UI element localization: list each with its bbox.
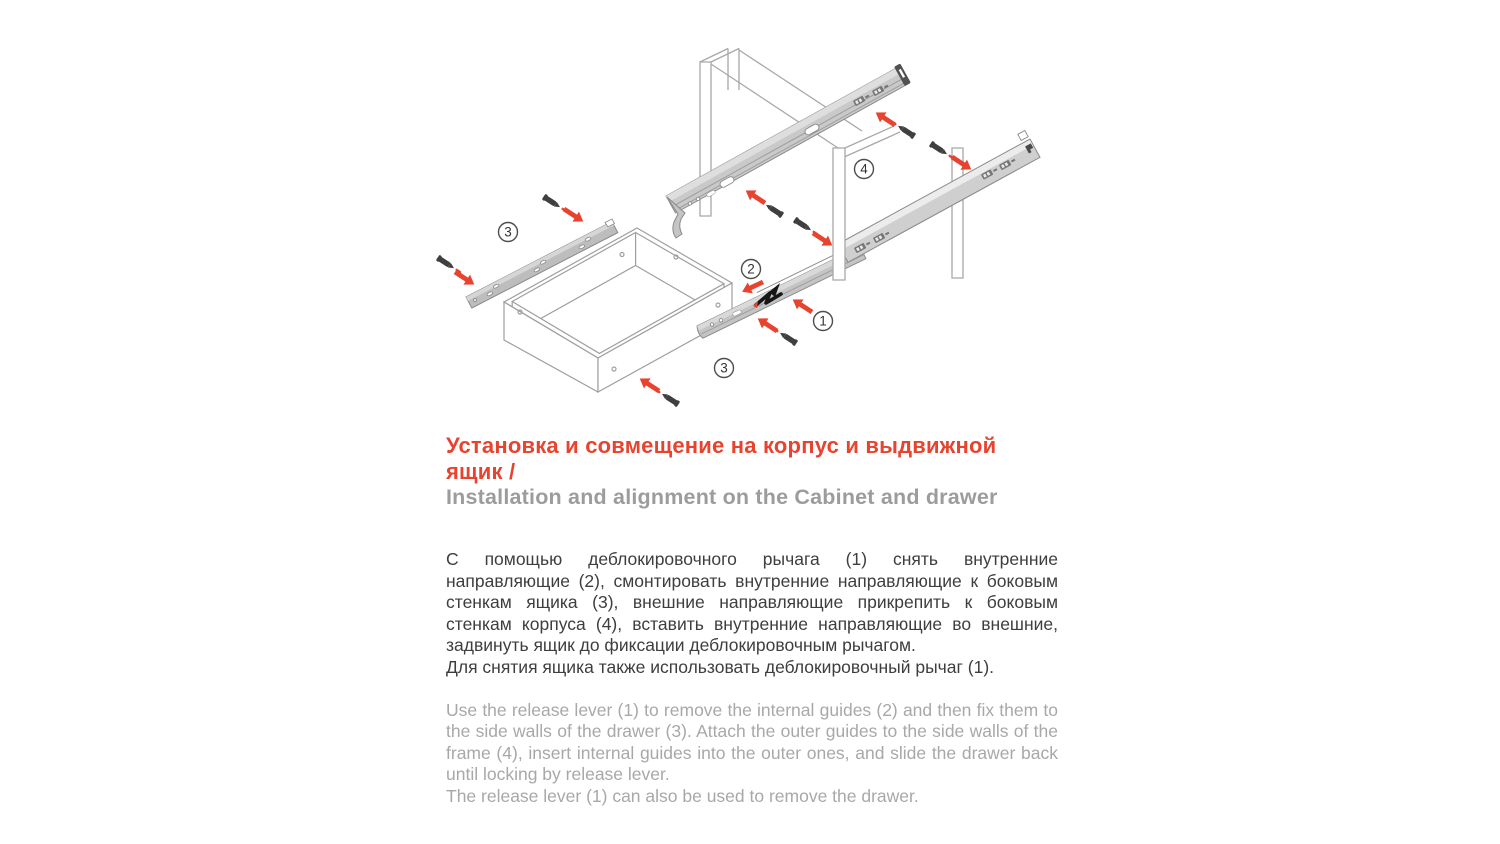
instruction-paragraph-en-1: Use the release lever (1) to remove the internal guides (2) and then fix them to the side walls of the drawer (3). Attach the outer guides to the side walls of the frame (4), insert internal guides into the outer ones, and slide the drawer back until locking by release lever. [446,699,1058,785]
callout-label: 2 [747,261,755,277]
instruction-paragraph-en-2: The release lever (1) can also be used to remove the drawer. [446,785,919,806]
page-subtitle-en: Installation and alignment on the Cabinet and drawer [446,485,998,509]
callout-4 [855,160,874,179]
instruction-paragraph-ru-1: С помощью деблокировочного рычага (1) снять внутренние направляющие (2), смонтировать внутренние направляющие к боковым стенкам ящика (3), внешние направляющие прикрепить к боковым стенкам корпуса (4), вставить внутренние направляющие во внешние, задвинуть ящик до фиксации деблокировочным рычагом. [446,549,1058,656]
callout-2 [742,260,761,279]
page-title-ru: Установка и совмещение на корпус и выдвижной ящик / [446,433,997,484]
drawer-box [504,228,732,392]
red-arrow-icon [872,107,898,130]
callout-label: 3 [720,360,728,376]
red-arrow-icon [789,294,815,317]
red-arrow-icon [561,204,587,227]
callout-3-left [499,223,518,242]
cabinet-back-right-post [952,148,963,278]
text-column [446,433,1058,808]
red-arrow-icon [754,313,780,336]
callout-1 [814,312,833,331]
instruction-paragraph-ru-2: Для снятия ящика также использовать деблокировочный рычаг (1). [446,656,995,677]
callout-3-bottom [715,359,734,378]
rail-end-tab [1018,131,1028,141]
callout-label: 3 [504,224,512,240]
red-arrow-icon [742,185,768,208]
cabinet-front-right-post [833,148,845,280]
callout-label: 1 [819,313,827,329]
callout-label: 4 [860,161,868,177]
